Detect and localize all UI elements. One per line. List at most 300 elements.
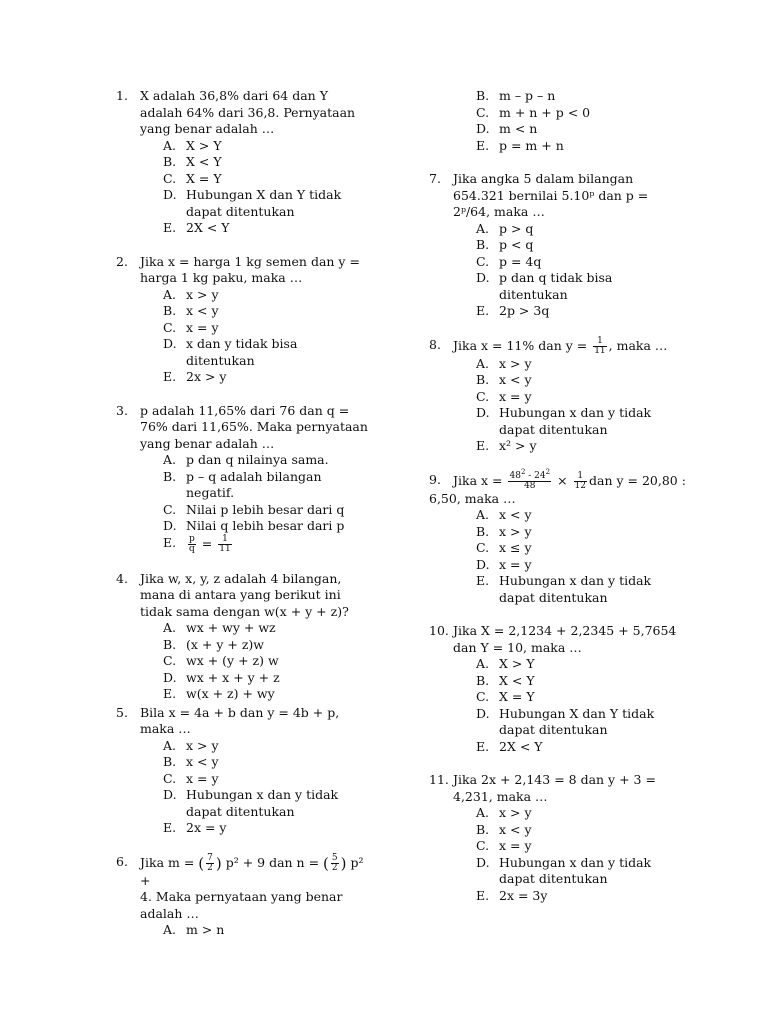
options-list bbox=[163, 287, 376, 386]
option-line: x < y bbox=[499, 372, 532, 387]
option bbox=[163, 686, 376, 703]
option bbox=[476, 855, 729, 888]
option bbox=[476, 838, 729, 855]
fraction bbox=[218, 535, 231, 554]
equals: = bbox=[201, 535, 213, 551]
question-number: 4. bbox=[116, 570, 128, 586]
stem-line: Jika angka 5 dalam bilangan bbox=[453, 171, 634, 186]
option-text bbox=[186, 637, 376, 654]
option-line: x > y bbox=[499, 805, 532, 820]
option-line: Hubungan x dan y tidak bbox=[499, 405, 652, 420]
stem-line: Jika 2x + 2,143 = 8 dan y + 3 = bbox=[453, 772, 656, 787]
option-letter: C. bbox=[163, 770, 177, 786]
option bbox=[163, 287, 376, 304]
stem-line: yang benar adalah … bbox=[140, 121, 275, 136]
option-text bbox=[186, 303, 376, 320]
option bbox=[476, 573, 729, 606]
option bbox=[476, 254, 729, 271]
stem-line: p adalah 11,65% dari 76 dan q = bbox=[140, 402, 350, 418]
fraction-denominator: 12 bbox=[574, 480, 586, 491]
option-letter: D. bbox=[163, 518, 177, 533]
option-letter: A. bbox=[163, 286, 177, 302]
option-text bbox=[499, 356, 729, 373]
option-letter: D. bbox=[163, 787, 177, 802]
option-letter: B. bbox=[163, 468, 177, 484]
option-text bbox=[186, 754, 376, 771]
option bbox=[476, 237, 729, 254]
option-letter: B. bbox=[476, 88, 490, 103]
options-list bbox=[476, 88, 729, 154]
option-line: x < y bbox=[186, 754, 219, 769]
option-text bbox=[186, 220, 376, 237]
option bbox=[476, 389, 729, 406]
question-stem bbox=[140, 705, 376, 738]
option-line: dapat ditentukan bbox=[186, 203, 295, 219]
option-letter: A. bbox=[476, 220, 490, 236]
option bbox=[163, 220, 376, 237]
option-letter: A. bbox=[163, 620, 177, 635]
times-sign: × bbox=[557, 472, 568, 488]
option-line: Nilai q lebih besar dari p bbox=[186, 518, 345, 533]
option-line: x > y bbox=[499, 523, 532, 539]
stem-line: Bila x = 4a + b dan y = 4b + p, bbox=[140, 704, 340, 720]
option-text bbox=[186, 336, 376, 369]
option bbox=[163, 171, 376, 188]
option-text bbox=[499, 507, 729, 524]
option-line: wx + x + y + z bbox=[186, 669, 280, 685]
stem-line: 2ᵖ/64, maka … bbox=[453, 204, 545, 219]
option-text bbox=[186, 686, 376, 703]
option-text bbox=[499, 739, 729, 756]
question-number: 10. bbox=[429, 623, 449, 638]
option bbox=[163, 535, 376, 554]
question-stem bbox=[453, 772, 729, 805]
question-number: 11. bbox=[429, 772, 449, 787]
fraction-numerator: $48^2 - 24^2$ bbox=[509, 467, 551, 481]
fraction-numerator: p bbox=[189, 533, 195, 544]
option-letter: D. bbox=[476, 405, 490, 420]
option-text bbox=[499, 237, 729, 254]
option-text bbox=[186, 787, 376, 820]
fraction-denominator: 11 bbox=[594, 345, 606, 356]
options-list bbox=[476, 507, 729, 606]
option-line: dapat ditentukan bbox=[186, 803, 295, 819]
stem-line: 4,231, maka … bbox=[453, 788, 548, 804]
option-text bbox=[499, 855, 729, 888]
stem-line: X adalah 36,8% dari 64 dan Y bbox=[140, 88, 328, 103]
fraction-denominator: 11 bbox=[219, 543, 231, 554]
option bbox=[476, 706, 729, 739]
question-stem bbox=[140, 254, 376, 287]
option bbox=[163, 653, 376, 670]
option-letter: A. bbox=[163, 737, 177, 753]
option bbox=[163, 637, 376, 654]
option-line: x² > y bbox=[499, 438, 537, 453]
option-text bbox=[499, 706, 729, 739]
option-letter: C. bbox=[163, 319, 177, 335]
option-letter: D. bbox=[163, 336, 177, 351]
option bbox=[476, 540, 729, 557]
option-line: ditentukan bbox=[186, 352, 255, 368]
option-line: wx + (y + z) w bbox=[186, 653, 279, 668]
option-letter: B. bbox=[476, 237, 490, 252]
option bbox=[476, 221, 729, 238]
option-text bbox=[499, 138, 729, 155]
option-letter: B. bbox=[476, 523, 490, 539]
option-line: negatif. bbox=[186, 485, 235, 500]
options-list bbox=[163, 452, 376, 554]
option bbox=[163, 771, 376, 788]
option bbox=[163, 754, 376, 771]
question-3 bbox=[116, 403, 376, 554]
option-line: p dan q tidak bisa bbox=[499, 270, 613, 285]
option-line: x ≤ y bbox=[499, 540, 532, 555]
option-text bbox=[186, 620, 376, 637]
option-line: X = Y bbox=[186, 170, 222, 186]
option bbox=[163, 820, 376, 837]
option bbox=[163, 369, 376, 386]
option bbox=[163, 320, 376, 337]
stem-line: harga 1 kg paku, maka … bbox=[140, 270, 303, 285]
option-text bbox=[186, 320, 376, 337]
question-number: 5. bbox=[116, 704, 128, 720]
stem-line: 76% dari 11,65%. Maka pernyataan bbox=[140, 419, 368, 434]
option bbox=[476, 121, 729, 138]
option-letter: B. bbox=[163, 303, 177, 318]
option-line: 2X < Y bbox=[499, 738, 543, 754]
option bbox=[476, 739, 729, 756]
fraction bbox=[508, 467, 551, 491]
option-line: x > y bbox=[499, 355, 532, 371]
option-letter: E. bbox=[476, 137, 490, 153]
option bbox=[163, 620, 376, 637]
option-text bbox=[499, 303, 729, 320]
option-line: 2x > y bbox=[186, 369, 227, 384]
option-letter: C. bbox=[163, 170, 177, 186]
option-line: p dan q nilainya sama. bbox=[186, 452, 329, 467]
option-line: Hubungan x dan y tidak bbox=[186, 787, 339, 802]
stem-line: Jika w, x, y, z adalah 4 bilangan, bbox=[140, 570, 342, 586]
option-letter: E. bbox=[476, 738, 490, 754]
question-number: 2. bbox=[116, 253, 128, 269]
option-line: dapat ditentukan bbox=[499, 871, 608, 886]
option-line: Hubungan x dan y tidak bbox=[499, 573, 652, 588]
option-line: X > Y bbox=[186, 137, 222, 153]
option-line: 2p > 3q bbox=[499, 303, 550, 318]
option-text bbox=[499, 105, 729, 122]
option bbox=[163, 336, 376, 369]
option-text bbox=[186, 820, 376, 837]
option-text bbox=[499, 573, 729, 606]
option-text bbox=[186, 171, 376, 188]
stem-line: 4. Maka pernyataan yang benar bbox=[140, 889, 343, 904]
question-number: 1. bbox=[116, 88, 128, 103]
question-8 bbox=[429, 337, 729, 455]
option-text bbox=[499, 270, 729, 303]
option bbox=[476, 888, 729, 905]
option-letter: C. bbox=[476, 253, 490, 269]
option-line: x = y bbox=[186, 319, 219, 335]
option bbox=[163, 138, 376, 155]
option-text bbox=[499, 540, 729, 557]
option-line: x < y bbox=[499, 821, 532, 837]
option-line: 2X < Y bbox=[186, 220, 230, 235]
option bbox=[163, 452, 376, 469]
option-letter: E. bbox=[163, 534, 177, 550]
question-number: 6. bbox=[116, 853, 128, 869]
option-letter: A. bbox=[163, 452, 177, 467]
option-letter: C. bbox=[476, 104, 490, 120]
option-letter: A. bbox=[476, 507, 490, 522]
right-column bbox=[429, 88, 729, 921]
option bbox=[476, 524, 729, 541]
fraction-numerator: 7 bbox=[207, 852, 213, 863]
option-line: dapat ditentukan bbox=[499, 589, 608, 605]
option-line: x > y bbox=[186, 737, 219, 753]
option-line: X < Y bbox=[186, 154, 222, 169]
option-line: dapat ditentukan bbox=[499, 722, 608, 737]
option-text bbox=[499, 438, 729, 455]
question-4 bbox=[116, 571, 376, 703]
option-line: Hubungan X dan Y tidak bbox=[186, 187, 342, 202]
option-line: x < y bbox=[499, 507, 532, 522]
option bbox=[476, 356, 729, 373]
stem-line: mana di antara yang berikut ini bbox=[140, 587, 341, 602]
option-letter: E. bbox=[163, 820, 177, 835]
fraction bbox=[206, 854, 214, 873]
question-stem bbox=[140, 571, 376, 621]
option-letter: B. bbox=[476, 821, 490, 837]
option bbox=[163, 187, 376, 220]
option bbox=[163, 154, 376, 171]
option-line: x = y bbox=[499, 556, 532, 572]
option-text bbox=[186, 138, 376, 155]
option-letter: D. bbox=[476, 854, 490, 870]
option-text bbox=[186, 670, 376, 687]
question-number: 9. bbox=[429, 471, 441, 487]
option-text bbox=[499, 524, 729, 541]
option bbox=[163, 303, 376, 320]
option-line: p < q bbox=[499, 237, 534, 252]
paren-open: ( bbox=[323, 853, 329, 872]
option bbox=[476, 138, 729, 155]
option bbox=[476, 405, 729, 438]
option-line: 2x = 3y bbox=[499, 887, 548, 903]
question-number: 7. bbox=[429, 171, 441, 186]
option-line: p – q adalah bilangan bbox=[186, 468, 322, 484]
question-stem bbox=[453, 337, 729, 356]
option-letter: B. bbox=[163, 154, 177, 169]
question-6 bbox=[116, 854, 376, 939]
option-line: Nilai p lebih besar dari q bbox=[186, 501, 345, 517]
option-line: x > y bbox=[186, 286, 219, 302]
option-line: p = m + n bbox=[499, 137, 564, 153]
option-letter: D. bbox=[476, 270, 490, 285]
option-text bbox=[499, 888, 729, 905]
options-list bbox=[476, 221, 729, 320]
option-letter: B. bbox=[163, 636, 177, 652]
option-text bbox=[186, 535, 376, 554]
left-column bbox=[116, 88, 376, 956]
option bbox=[476, 656, 729, 673]
question-6-continued bbox=[476, 88, 729, 154]
option-line: w(x + z) + wy bbox=[186, 686, 275, 701]
option-text bbox=[499, 88, 729, 105]
option-line: X > Y bbox=[499, 656, 535, 671]
option-letter: A. bbox=[476, 656, 490, 671]
option-line: dapat ditentukan bbox=[499, 421, 608, 437]
option-line: m – p – n bbox=[499, 88, 556, 103]
stem-line: Jika m = ( $\frac{7}{2}$ ) p² + 9 dan n = ( $\frac{5}{2}$ ) p² + bbox=[140, 852, 364, 888]
option-text bbox=[186, 469, 376, 502]
option-text bbox=[499, 689, 729, 706]
option-letter: A. bbox=[163, 922, 177, 937]
fraction bbox=[593, 337, 606, 356]
option-text bbox=[186, 771, 376, 788]
option-line: p = 4q bbox=[499, 253, 542, 269]
option-text bbox=[186, 452, 376, 469]
question-stem bbox=[140, 403, 376, 453]
option bbox=[163, 518, 376, 535]
option-text bbox=[186, 738, 376, 755]
question-stem bbox=[429, 467, 729, 508]
stem-line: adalah 64% dari 36,8. Pernyataan bbox=[140, 104, 356, 120]
stem-line: yang benar adalah … bbox=[140, 435, 275, 451]
question-1 bbox=[116, 88, 376, 237]
option-letter: E. bbox=[163, 220, 177, 235]
option bbox=[476, 88, 729, 105]
option-text bbox=[186, 518, 376, 535]
option-text bbox=[499, 372, 729, 389]
option-line: m > n bbox=[186, 922, 225, 937]
option-line: ditentukan bbox=[499, 286, 568, 302]
option bbox=[163, 787, 376, 820]
option-text bbox=[186, 154, 376, 171]
option-line: x = y bbox=[186, 770, 219, 786]
option-text bbox=[499, 405, 729, 438]
option-line: 2x = y bbox=[186, 820, 227, 835]
option-letter: E. bbox=[476, 303, 490, 318]
fraction-numerator: 1 bbox=[574, 472, 587, 482]
option-text bbox=[499, 557, 729, 574]
question-11 bbox=[429, 772, 729, 904]
options-list bbox=[163, 922, 376, 939]
fraction-denominator: 2 bbox=[207, 862, 213, 873]
option-letter: C. bbox=[476, 388, 490, 404]
stem-line: Jika x = harga 1 kg semen dan y = bbox=[140, 253, 360, 269]
stem-line: 654.321 bernilai 5.10ᵖ dan p = bbox=[453, 187, 649, 203]
fraction-denominator: q bbox=[189, 543, 195, 554]
options-list bbox=[476, 356, 729, 455]
fraction-numerator: 1 bbox=[593, 337, 606, 347]
stem-line: Jika x = $\frac{48^2 - 24^2}{48}$ × $\frac{1}{12}$ dan y = 20,80 : bbox=[453, 467, 686, 491]
option-line: x = y bbox=[499, 838, 532, 853]
option-text bbox=[186, 922, 376, 939]
fraction-numerator: 5 bbox=[331, 852, 338, 863]
option-letter: D. bbox=[476, 705, 490, 721]
option-text bbox=[499, 805, 729, 822]
fraction-denominator: 2 bbox=[331, 862, 338, 873]
option-line: Hubungan X dan Y tidak bbox=[499, 705, 655, 721]
option bbox=[476, 822, 729, 839]
option-text bbox=[186, 502, 376, 519]
stem-line: adalah … bbox=[140, 905, 199, 921]
options-list bbox=[163, 138, 376, 237]
option-line: x dan y tidak bisa bbox=[186, 336, 298, 351]
option-line: m < n bbox=[499, 121, 538, 136]
option bbox=[476, 303, 729, 320]
option bbox=[476, 557, 729, 574]
question-number: 3. bbox=[116, 402, 128, 418]
option-line: m + n + p < 0 bbox=[499, 104, 591, 120]
stem-line: dan Y = 10, maka … bbox=[453, 639, 582, 655]
option-letter: D. bbox=[163, 669, 177, 685]
option bbox=[476, 673, 729, 690]
option bbox=[163, 922, 376, 939]
paren-close: ) bbox=[340, 853, 347, 872]
question-7 bbox=[429, 171, 729, 320]
question-number: 8. bbox=[429, 336, 441, 352]
option-line: Hubungan x dan y tidak bbox=[499, 854, 652, 870]
option bbox=[476, 689, 729, 706]
option bbox=[476, 438, 729, 455]
option-text bbox=[186, 369, 376, 386]
stem-line: 6,50, maka … bbox=[429, 490, 516, 506]
option-letter: A. bbox=[163, 137, 177, 153]
fraction-denominator: 48 bbox=[524, 480, 536, 491]
paren-open: ( bbox=[198, 853, 205, 872]
option bbox=[163, 502, 376, 519]
option bbox=[476, 507, 729, 524]
option-letter: E. bbox=[476, 438, 490, 453]
option-letter: D. bbox=[476, 121, 490, 136]
question-stem bbox=[140, 88, 376, 138]
option-text bbox=[499, 673, 729, 690]
fraction-numerator: 1 bbox=[218, 535, 231, 545]
option-text bbox=[499, 822, 729, 839]
fraction bbox=[574, 472, 587, 491]
option-text bbox=[186, 187, 376, 220]
option bbox=[476, 372, 729, 389]
option-line: (x + y + z)w bbox=[186, 636, 264, 652]
fraction bbox=[188, 535, 196, 554]
question-stem bbox=[140, 854, 376, 923]
option-letter: E. bbox=[476, 573, 490, 588]
question-stem bbox=[453, 171, 729, 221]
option-text bbox=[499, 656, 729, 673]
option-letter: C. bbox=[163, 653, 177, 668]
question-5 bbox=[116, 705, 376, 837]
option-text bbox=[499, 389, 729, 406]
option-text bbox=[186, 653, 376, 670]
option-letter: C. bbox=[476, 838, 490, 853]
option-letter: A. bbox=[476, 805, 490, 820]
option-letter: C. bbox=[476, 540, 490, 555]
paren-close: ) bbox=[215, 853, 222, 872]
options-list bbox=[476, 805, 729, 904]
stem-line: tidak sama dengan w(x + y + z)? bbox=[140, 603, 349, 619]
option bbox=[163, 738, 376, 755]
option-letter: D. bbox=[476, 556, 490, 572]
option-line: X < Y bbox=[499, 672, 535, 688]
option-text bbox=[499, 221, 729, 238]
stem-line: Jika X = 2,1234 + 2,2345 + 5,7654 bbox=[453, 623, 677, 638]
question-10 bbox=[429, 623, 729, 755]
options-list bbox=[476, 656, 729, 755]
option-line: X = Y bbox=[499, 689, 535, 704]
option-text bbox=[499, 838, 729, 855]
option bbox=[476, 805, 729, 822]
